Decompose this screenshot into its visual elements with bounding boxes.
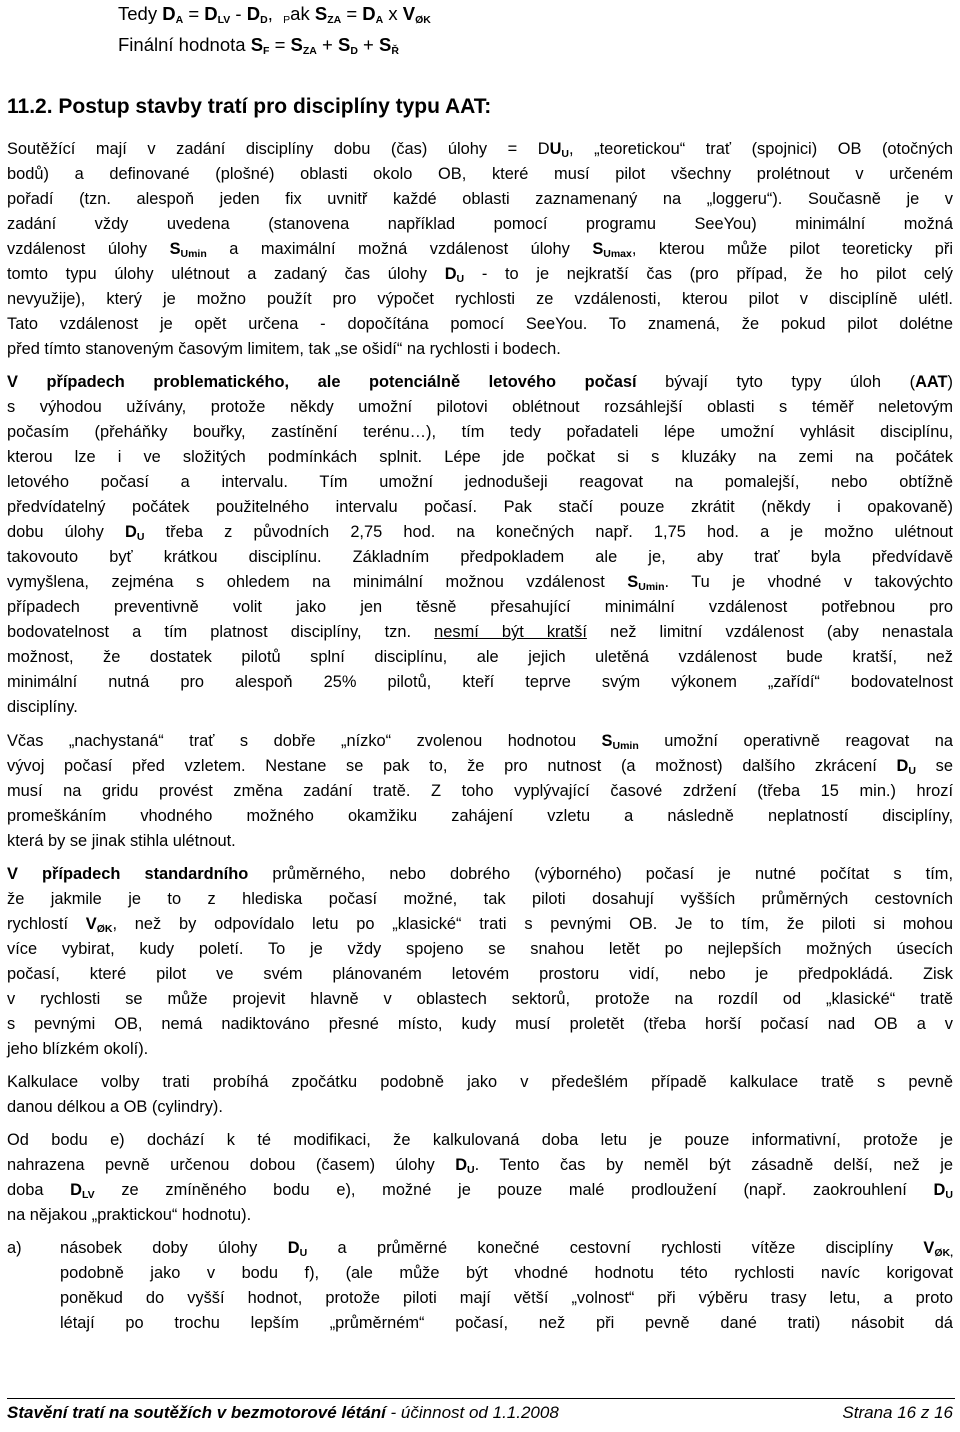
section-title: Postup stavby tratí pro disciplíny typu AAT: [58,95,492,118]
p4-line-6: v rychlosti se může projevit hlavně v oblastech sektorů, protože na rozdíl od „klasické“ tratě [7,990,953,1008]
p2-line-9: vymyšlena, zejména s ohledem na minimální možnou vzdálenost $S_{Umin}$. Tu je vhodné v takovýchto [7,573,954,593]
p1-line-6: tomto typu úlohy ulétnout a zadaný čas úlohy $D_U$ - to je nejkratší čas (pro případ, že ho pilot celý [7,265,953,285]
p4-line-8: jeho blízkém okolí). [7,1040,149,1058]
p2-line-1: V případech problematického, ale potenciálně letového počasí bývají tyto typy úloh (AAT) [7,373,953,391]
p3-line-3: musí na gridu provést změna zadání tratě. Z toho vyplývající časové zdržení (třeba 15 min.) hrozí [7,782,953,800]
p5-line-2: danou délkou a OB (cylindry). [7,1098,223,1116]
p1-line-4: zadání vždy uvedena (stanovena například pomocí programu SeeYou) minimální možná [7,215,953,233]
p4-line-7: s pevnými OB, nemá nadiktováno přesné místo, kudy musí proletět (třeba horší počasí nad OB a v [7,1015,953,1033]
p5-line-1: Kalkulace volby trati probíhá zpočátku podobně jako v předešlém případě kalkulace tratě s pevně [7,1073,953,1091]
footer-page-number: Strana 16 z 16 [842,1403,953,1422]
p3-line-1: Včas „nachystaná“ trať s dobře „nízko“ zvolenou hodnotou $S_{Umin}$ umožní operativně reagovat na [7,732,953,752]
p2-line-11: bodovatelnost a tím platnost disciplíny, tzn. nesmí být kratší než limitní vzdálenost (aby nenastala [7,623,953,641]
p4-line-3: rychlostí $V_{ØK}$, než by odpovídalo letu po „klasické“ trati s pevnými OB. Je to tím, že piloti si mohou [7,915,953,935]
p2-line-7: dobu úlohy $D_U$ třeba z původních 2,75 hod. na konečných např. 1,75 hod. a je možno ulétnout [7,523,953,543]
list-a-line-3: poněkud do vyšší hodnot, protože piloti mají větší „volnost“ při výběru trasy letu, a proto [60,1289,953,1307]
p1-line-9: před tímto stanoveným časovým limitem, tak „se ošidí“ na rychlosti i bodech. [7,340,561,358]
footer-divider [7,1398,955,1399]
p3-line-4: promeškáním vhodného možného okamžiku zahájení vzletu a následně neplatností disciplíny, [7,807,953,825]
section-heading [7,94,491,120]
p2-line-14: disciplíny. [7,698,78,716]
p6-line-1: Od bodu e) dochází k té modifikaci, že kalkulovaná doba letu je pouze informativní, protože je [7,1131,953,1149]
p1-line-5: vzdálenost úlohy $S_{Umin}$ a maximální možná vzdálenost úlohy $S_{Umax}$, kterou může pilot teoreticky při [7,240,953,260]
p4-line-1: V případech standardního průměrného, nebo dobrého (výborného) počasí je nutné počítat s tím, [7,865,953,883]
p2-line-8: takovouto byť krátkou disciplínu. Základním předpokladem ale je, aby trať byla předvídavě [7,548,953,566]
p6-line-3: doba $D_{LV}$ ze zmíněného bodu e), možné je pouze malé prodloužení (např. zaokrouhlení $D_U$ [7,1181,953,1201]
formula-line-2: Finální hodnota $S_F = S_{ZA} + S_D + S_Ř$ [118,34,399,57]
list-a-line-2: podobně jako v bodu f), (ale může být vhodné hodnotu této rychlosti navíc korigovat [60,1264,953,1282]
p4-line-4: více vybirat, kudy poletí. To je vždy spojeno se snahou letět po nejlepších možných úsecích [7,940,953,958]
p2-line-5: letového počasí a intervalu. Tím umožní jednodušeji reagovat na pomalejší, nebo obtížně [7,473,953,491]
p4-line-2: že jakmile je to z hlediska počasí možné, tak piloti dosahují vyšších průměrných cestovních [7,890,953,908]
p1-line-7: nevyužije), který je možno použít pro výpočet rychlosti ze vzdálenosti, kterou pilot v disciplíně ulétl. [7,290,953,308]
p1-line-2: bodů) a definované (plošné) oblasti okolo OB, které musí pilot všechny prolétnout v určeném [7,165,953,183]
p2-line-4: kterou lze i ve složitých podmínkách splnit. Lépe jde počkat si s kluzáky na zemi na počátek [7,448,953,466]
p2-line-12: možnost, že dostatek pilotů splní disciplínu, ale jejich uletěná vzdálenost bude kratší, než [7,648,953,666]
list-a-line-4: létají po trochu lepším „průměrném“ počasí, než při pevně dané trati) násobit dá [60,1314,953,1332]
section-number: 11.2. [7,95,53,118]
p3-line-2: vývoj počasí před vzletem. Nestane se pak to, že pro nutnost (a možnost) dalšího zkrácení $D_U$ se [7,757,953,777]
p2-line-10: případech preventivně volit jako jen těsně přesahující minimální vzdálenost potřebnou pro [7,598,953,616]
list-label-a: a) [7,1239,22,1257]
p6-line-2: nahrazena pevně určenou dobou (časem) úlohy $D_U$. Tento čas by neměl být zásadně delší, než je [7,1156,953,1176]
p2-line-6: předvídatelný počátek použitelného intervalu počasí. Pak stačí pouze zkrátit (někdy i opakovaně) [7,498,953,516]
p4-line-5: počasí, které pilot ve svém plánovaném letovém prostoru vidí, nebo je předpokládá. Zisk [7,965,953,983]
p1-line-1: Soutěžící mají v zadání disciplíny dobu (čas) úlohy = $DU_U$, „teoretickou“ trať (spojnici) OB (otočných [7,140,954,160]
p3-line-5: která by se jinak stihla ulétnout. [7,832,236,850]
p2-line-13: minimální nutná pro alespoň 25% pilotů, kteří teprve svým výkonem „zařídí“ bodovatelnost [7,673,953,691]
formula-line-1: Tedy $D_A = D_{LV} - D_D$, $_P$ak $S_{ZA} = D_A$ x $V_{ØK}$ [118,3,431,26]
p1-line-3: pořadí (tzn. alespoň jeden fix uvnitř každé oblasti zaznamenaný na „loggeru“). Současně je v [7,190,953,208]
p1-line-8: Tato vzdálenost je opět určena - dopočítána pomocí SeeYou. To znamená, že pokud pilot dolétne [7,315,953,333]
footer-title: Stavění tratí na soutěžích v bezmotorové létání - účinnost od 1.1.2008 [7,1403,559,1422]
list-a-line-1: násobek doby úlohy $D_U$ a průměrné konečné cestovní rychlosti vítěze disciplíny $V_{ØK,}$ [60,1239,953,1259]
p6-line-4: na nějakou „praktickou“ hodnotu). [7,1206,252,1224]
p2-line-3: počasím (přeháňky bouřky, zastínění terénu…), tím tedy pořadateli lépe umožní vyhlásit disciplínu, [7,423,953,441]
p2-line-2: s výhodou užívány, protože někdy umožní pilotovi oblétnout rozsáhlejší oblasti s téměř neletovým [7,398,953,416]
